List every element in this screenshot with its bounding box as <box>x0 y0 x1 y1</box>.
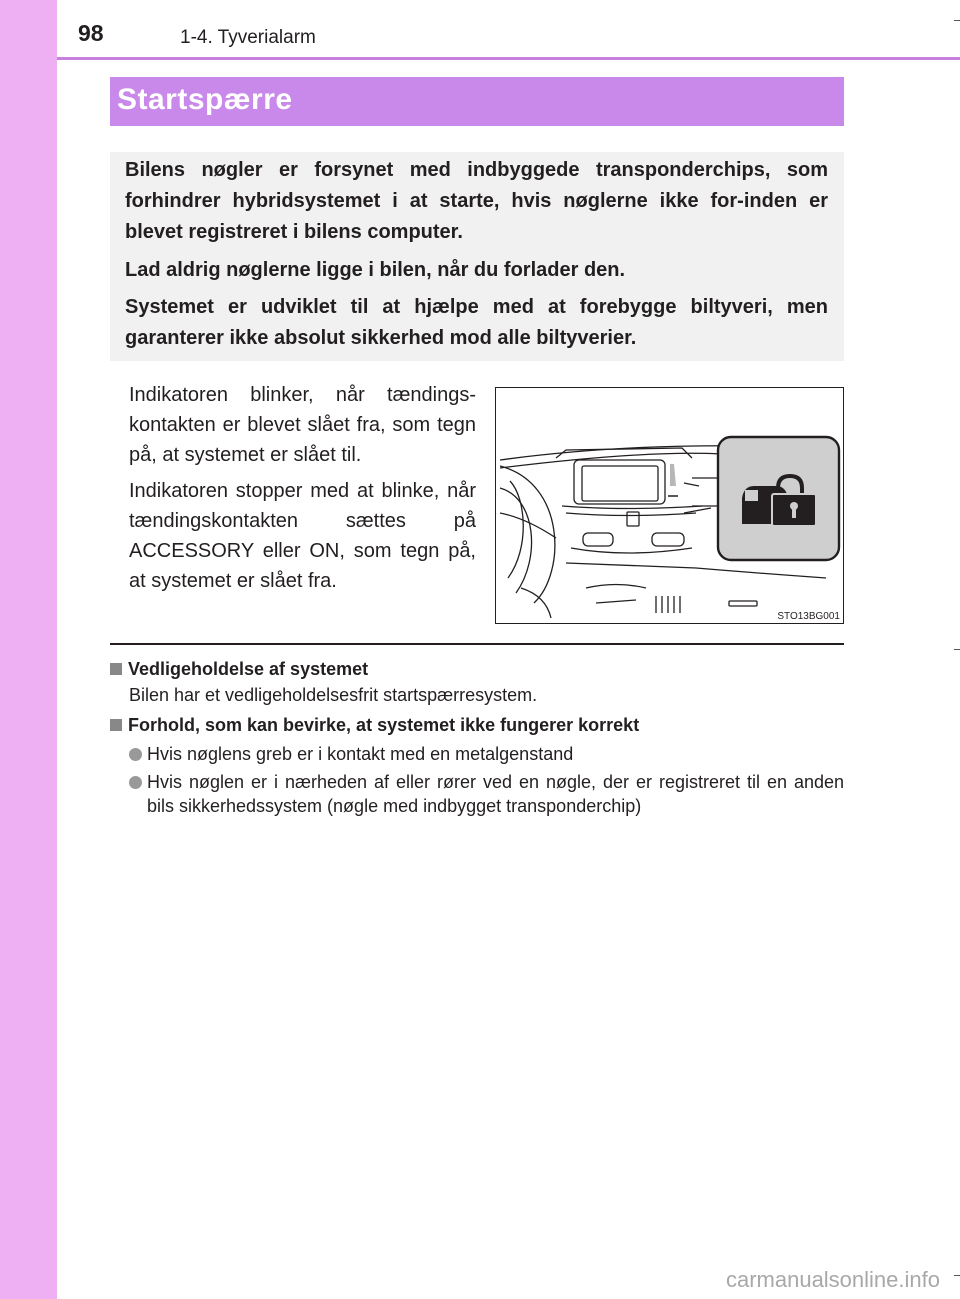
crop-mark <box>954 1275 960 1276</box>
maintenance-heading: Vedligeholdelse af systemet <box>110 656 844 682</box>
crop-mark <box>954 649 960 650</box>
note-paragraph: Bilens nøgler er forsynet med indbyggede transponderchips, som forhindrer hybridsystemet i at starte, hvis nøglerne ikke for-inden er blevet registreret i bilens computer. <box>125 159 828 243</box>
dashboard-illustration <box>495 387 844 624</box>
section-label: 1-4. Tyverialarm <box>180 27 316 48</box>
list-item: Hvis nøglen er i nærheden af eller rører ved en nøgle, der er registreret til en anden bils sikkerhedssystem (nøgle med indbygget transponderchip) <box>110 770 844 818</box>
note-paragraph: Systemet er udviklet til at hjælpe med at forebygge biltyveri, men garanterer ikke absolut sikkerhed mod alle biltyverier. <box>125 296 828 349</box>
crop-mark <box>954 20 960 21</box>
section-divider <box>110 643 844 645</box>
malfunction-heading: Forhold, som kan bevirke, at systemet ikke fungerer korrekt <box>110 712 844 738</box>
dashboard-drawing <box>496 388 843 623</box>
header-rule <box>57 57 960 60</box>
circle-bullet-icon <box>129 748 142 761</box>
watermark: carmanualsonline.info <box>725 1267 940 1292</box>
figure-code: STO13BG001 <box>777 611 840 622</box>
maintenance-text: Bilen har et vedligeholdelsesfrit startspærresystem. <box>129 685 538 705</box>
indicator-description <box>129 380 476 602</box>
page-title: Startspærre <box>117 83 293 116</box>
section-title-bar <box>110 77 844 126</box>
circle-bullet-icon <box>129 776 142 789</box>
note-paragraph: Lad aldrig nøglerne ligge i bilen, når du forlader den. <box>125 259 626 281</box>
side-color-strip <box>0 0 57 1299</box>
square-bullet-icon <box>110 719 122 731</box>
info-list <box>110 653 844 818</box>
square-bullet-icon <box>110 663 122 675</box>
description-paragraph: Indikatoren blinker, når tændings-kontakten er blevet slået fra, som tegn på, at systemet er slået til. <box>129 384 476 466</box>
description-paragraph: Indikatoren stopper med at blinke, når tændingskontakten sættes på ACCESSORY eller ON, som tegn på, at systemet er slået fra. <box>129 480 476 592</box>
page-number: 98 <box>78 20 104 46</box>
list-item: Hvis nøglens greb er i kontakt med en metalgenstand <box>110 742 844 766</box>
note-box <box>110 152 844 361</box>
